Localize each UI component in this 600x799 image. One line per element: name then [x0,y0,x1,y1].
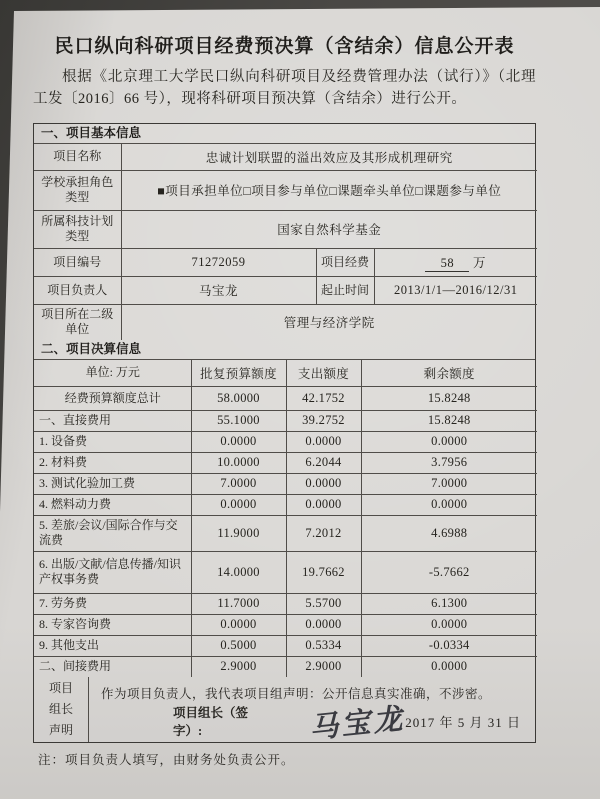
budget-amount: 11.7000 [191,593,286,614]
expense-label: 7. 劳务费 [34,593,191,614]
budget-amount: 0.0000 [191,614,286,635]
column-header-unit: 单位: 万元 [34,360,191,386]
table-header-row [34,360,537,386]
remaining-amount: -5.7662 [361,551,537,593]
budget-amount: 14.0000 [191,551,286,593]
expense-label: 经费预算额度总计 [34,386,191,410]
spent-amount: 19.7662 [286,551,361,593]
table-row [34,304,537,340]
spent-amount: 42.1752 [286,386,361,410]
section-heading-basic-info: 一、项目基本信息 [34,124,535,144]
table-row [34,593,537,614]
expense-label: 3. 测试化验加工费 [34,473,191,494]
handwritten-signature: 马宝龙 [308,702,407,745]
table-row [34,210,537,248]
expense-label: 6. 出版/文献/信息传播/知识产权事务费 [34,551,191,593]
remaining-amount: 4.6988 [361,515,537,551]
document [33,11,536,768]
table-row [34,276,537,304]
budget-amount: 2.9000 [191,656,286,677]
funding-value [374,248,537,276]
table-row [34,410,537,431]
spent-amount: 0.0000 [286,431,361,452]
expense-label: 5. 差旅/会议/国际合作与交流费 [34,515,191,551]
funding-label: 项目经费 [316,248,374,276]
budget-amount: 10.0000 [191,452,286,473]
declaration-statement: 作为项目负责人，我代表项目组声明：公开信息真实准确，不涉密。 [101,687,492,701]
signature-date: 2017 年 5 月 31 日 [405,714,521,730]
table-row [34,515,537,551]
expense-label: 2. 材料费 [34,452,191,473]
intro-paragraph: 根据《北京理工大学民口纵向科研项目及经费管理办法（试行）》（北理工发〔2016〕66 号），现将科研项目预决算（含结余）进行公开。 [33,69,536,107]
spent-amount: 2.9000 [286,656,361,677]
basic-info-table [34,144,537,340]
spent-amount: 0.0000 [286,494,361,515]
project-number-label: 项目编号 [34,248,121,276]
spent-amount: 6.2044 [286,452,361,473]
budget-amount: 58.0000 [191,386,286,410]
signature-row [101,702,525,745]
role-type-label: 学校承担角色类型 [34,170,121,210]
table-row [34,170,537,210]
spent-amount: 5.5700 [286,593,361,614]
table-row [34,144,537,170]
funding-amount: 58 [425,256,469,272]
leader-label: 项目负责人 [34,276,121,304]
plan-type-label: 所属科技计划类型 [34,210,121,248]
table-row [34,473,537,494]
spent-amount: 0.0000 [286,614,361,635]
column-header-spent: 支出额度 [286,360,361,386]
spent-amount: 7.2012 [286,515,361,551]
table-row [34,452,537,473]
expense-label: 9. 其他支出 [34,635,191,656]
form-box [33,123,536,743]
expense-label: 1. 设备费 [34,431,191,452]
remaining-amount: 15.8248 [361,386,537,410]
document-title: 民口纵向科研项目经费预决算（含结余）信息公开表 [54,36,515,57]
table-row [34,248,537,276]
budget-amount: 7.0000 [191,473,286,494]
remaining-amount: 3.7956 [361,452,537,473]
section-heading-final-accounts: 二、项目决算信息 [34,340,535,360]
budget-amount: 0.0000 [191,431,286,452]
plan-type-value: 国家自然科学基金 [121,210,537,248]
budget-amount: 0.0000 [191,494,286,515]
spent-amount: 39.2752 [286,410,361,431]
signature-label: 项目组长（签字）: [173,706,249,738]
remaining-amount: 0.0000 [361,431,537,452]
table-row [34,551,537,593]
secondary-unit-value: 管理与经济学院 [121,304,537,340]
declaration-content [89,677,535,745]
remaining-amount: 0.0000 [361,656,537,677]
expense-label: 二、间接费用 [34,656,191,677]
table-row [34,386,537,410]
remaining-amount: -0.0334 [361,635,537,656]
period-value: 2013/1/1—2016/12/31 [374,276,537,304]
spent-amount: 0.5334 [286,635,361,656]
declaration-label: 项目组长声明 [34,677,89,742]
spent-amount: 0.0000 [286,473,361,494]
project-name-label: 项目名称 [34,144,121,170]
table-row [34,635,537,656]
column-header-remaining: 剩余额度 [361,360,537,386]
final-accounts-table [34,360,537,677]
project-number-value: 71272059 [121,248,316,276]
table-row [34,431,537,452]
role-type-options: ■项目承担单位□项目参与单位□课题牵头单位□课题参与单位 [121,170,537,210]
remaining-amount: 0.0000 [361,494,537,515]
funding-unit: 万 [473,255,487,270]
expense-label: 8. 专家咨询费 [34,614,191,635]
project-name-value: 忠诚计划联盟的溢出效应及其形成机理研究 [121,144,537,170]
table-row [34,614,537,635]
table-row [34,656,537,677]
budget-amount: 0.5000 [191,635,286,656]
declaration-row [34,677,535,745]
expense-label: 一、直接费用 [34,410,191,431]
leader-value: 马宝龙 [121,276,316,304]
secondary-unit-label: 项目所在二级单位 [34,304,121,340]
remaining-amount: 0.0000 [361,614,537,635]
table-row [34,494,537,515]
column-header-budget: 批复预算额度 [191,360,286,386]
budget-amount: 11.9000 [191,515,286,551]
expense-label: 4. 燃料动力费 [34,494,191,515]
footer-note: 注：项目负责人填写，由财务处负责公开。 [38,753,295,767]
remaining-amount: 7.0000 [361,473,537,494]
remaining-amount: 15.8248 [361,410,537,431]
budget-amount: 55.1000 [191,410,286,431]
period-label: 起止时间 [316,276,374,304]
remaining-amount: 6.1300 [361,593,537,614]
